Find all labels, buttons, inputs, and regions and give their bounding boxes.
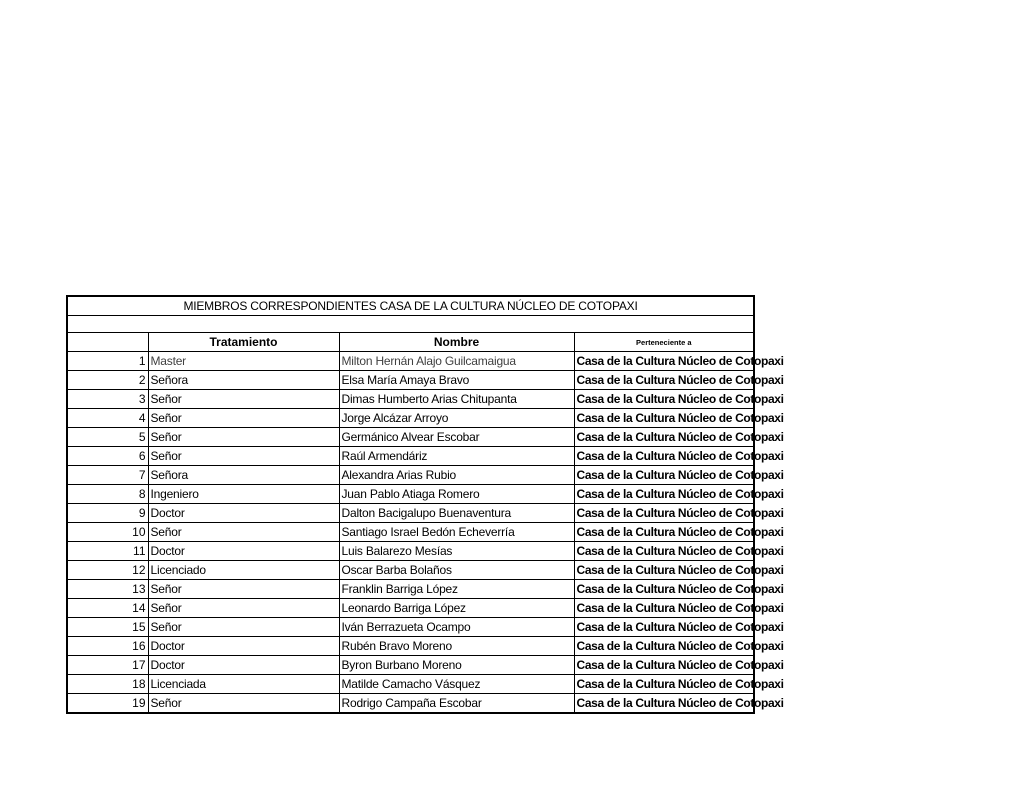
- row-number: 15: [67, 618, 148, 637]
- row-tratamiento: Señor: [148, 390, 339, 409]
- row-tratamiento: Señor: [148, 523, 339, 542]
- row-number: 6: [67, 447, 148, 466]
- row-nombre: Rubén Bravo Moreno: [339, 637, 574, 656]
- row-perteneciente: Casa de la Cultura Núcleo de Cotopaxi: [574, 618, 754, 637]
- row-tratamiento: Señor: [148, 618, 339, 637]
- row-tratamiento: Señora: [148, 466, 339, 485]
- table-row: [67, 371, 754, 390]
- row-number: 19: [67, 694, 148, 714]
- row-number: 16: [67, 637, 148, 656]
- table-row: [67, 485, 754, 504]
- row-nombre: Milton Hernán Alajo Guilcamaigua: [339, 352, 574, 371]
- row-tratamiento: Señor: [148, 409, 339, 428]
- row-tratamiento: Doctor: [148, 504, 339, 523]
- row-tratamiento: Ingeniero: [148, 485, 339, 504]
- row-tratamiento: Señor: [148, 694, 339, 714]
- row-tratamiento: Doctor: [148, 637, 339, 656]
- header-tratamiento: Tratamiento: [148, 333, 339, 352]
- row-number: 7: [67, 466, 148, 485]
- row-number: 10: [67, 523, 148, 542]
- row-nombre: Iván Berrazueta Ocampo: [339, 618, 574, 637]
- table-row: [67, 542, 754, 561]
- row-tratamiento: Master: [148, 352, 339, 371]
- row-perteneciente: Casa de la Cultura Núcleo de Cotopaxi: [574, 580, 754, 599]
- row-perteneciente: Casa de la Cultura Núcleo de Cotopaxi: [574, 466, 754, 485]
- header-number: [67, 333, 148, 352]
- row-number: 4: [67, 409, 148, 428]
- blank-row: [67, 316, 754, 333]
- row-number: 9: [67, 504, 148, 523]
- row-tratamiento: Licenciada: [148, 675, 339, 694]
- row-number: 18: [67, 675, 148, 694]
- row-nombre: Alexandra Arias Rubio: [339, 466, 574, 485]
- row-perteneciente: Casa de la Cultura Núcleo de Cotopaxi: [574, 561, 754, 580]
- table-row: [67, 352, 754, 371]
- row-perteneciente: Casa de la Cultura Núcleo de Cotopaxi: [574, 656, 754, 675]
- row-nombre: Juan Pablo Atiaga Romero: [339, 485, 574, 504]
- table-row: [67, 504, 754, 523]
- row-nombre: Leonardo Barriga López: [339, 599, 574, 618]
- row-perteneciente: Casa de la Cultura Núcleo de Cotopaxi: [574, 352, 754, 371]
- row-perteneciente: Casa de la Cultura Núcleo de Cotopaxi: [574, 371, 754, 390]
- table-row: [67, 447, 754, 466]
- row-number: 5: [67, 428, 148, 447]
- table-row: [67, 561, 754, 580]
- row-number: 3: [67, 390, 148, 409]
- row-number: 11: [67, 542, 148, 561]
- row-perteneciente: Casa de la Cultura Núcleo de Cotopaxi: [574, 599, 754, 618]
- row-nombre: Santiago Israel Bedón Echeverría: [339, 523, 574, 542]
- table-row: [67, 618, 754, 637]
- row-nombre: Rodrigo Campaña Escobar: [339, 694, 574, 714]
- row-nombre: Matilde Camacho Vásquez: [339, 675, 574, 694]
- table-row: [67, 599, 754, 618]
- header-perteneciente: Perteneciente a: [574, 333, 754, 352]
- row-perteneciente: Casa de la Cultura Núcleo de Cotopaxi: [574, 409, 754, 428]
- row-perteneciente: Casa de la Cultura Núcleo de Cotopaxi: [574, 390, 754, 409]
- table-title: MIEMBROS CORRESPONDIENTES CASA DE LA CULTURA NÚCLEO DE COTOPAXI: [67, 296, 754, 316]
- row-tratamiento: Doctor: [148, 656, 339, 675]
- table-row: [67, 637, 754, 656]
- row-perteneciente: Casa de la Cultura Núcleo de Cotopaxi: [574, 504, 754, 523]
- row-nombre: Dalton Bacigalupo Buenaventura: [339, 504, 574, 523]
- table-row: [67, 390, 754, 409]
- row-nombre: Jorge Alcázar Arroyo: [339, 409, 574, 428]
- header-nombre: Nombre: [339, 333, 574, 352]
- row-perteneciente: Casa de la Cultura Núcleo de Cotopaxi: [574, 428, 754, 447]
- row-perteneciente: Casa de la Cultura Núcleo de Cotopaxi: [574, 542, 754, 561]
- row-nombre: Luis Balarezo Mesías: [339, 542, 574, 561]
- row-perteneciente: Casa de la Cultura Núcleo de Cotopaxi: [574, 447, 754, 466]
- table-row: [67, 409, 754, 428]
- row-nombre: Raúl Armendáriz: [339, 447, 574, 466]
- row-nombre: Oscar Barba Bolaños: [339, 561, 574, 580]
- row-number: 8: [67, 485, 148, 504]
- row-number: 1: [67, 352, 148, 371]
- table-row: [67, 580, 754, 599]
- row-nombre: Dimas Humberto Arias Chitupanta: [339, 390, 574, 409]
- row-number: 17: [67, 656, 148, 675]
- row-perteneciente: Casa de la Cultura Núcleo de Cotopaxi: [574, 637, 754, 656]
- row-nombre: Elsa María Amaya Bravo: [339, 371, 574, 390]
- members-table: [66, 295, 784, 714]
- table-row: [67, 428, 754, 447]
- row-tratamiento: Señor: [148, 428, 339, 447]
- row-tratamiento: Señor: [148, 580, 339, 599]
- row-tratamiento: Licenciado: [148, 561, 339, 580]
- row-tratamiento: Señor: [148, 447, 339, 466]
- table-row: [67, 694, 754, 714]
- row-number: 13: [67, 580, 148, 599]
- row-perteneciente: Casa de la Cultura Núcleo de Cotopaxi: [574, 523, 754, 542]
- row-number: 12: [67, 561, 148, 580]
- table-row: [67, 466, 754, 485]
- row-number: 14: [67, 599, 148, 618]
- row-nombre: Germánico Alvear Escobar: [339, 428, 574, 447]
- table-row: [67, 675, 754, 694]
- row-perteneciente: Casa de la Cultura Núcleo de Cotopaxi: [574, 485, 754, 504]
- row-perteneciente: Casa de la Cultura Núcleo de Cotopaxi: [574, 694, 754, 714]
- row-tratamiento: Señor: [148, 599, 339, 618]
- row-tratamiento: Señora: [148, 371, 339, 390]
- row-perteneciente: Casa de la Cultura Núcleo de Cotopaxi: [574, 675, 754, 694]
- row-nombre: Franklin Barriga López: [339, 580, 574, 599]
- row-tratamiento: Doctor: [148, 542, 339, 561]
- header-row: [67, 333, 754, 352]
- row-nombre: Byron Burbano Moreno: [339, 656, 574, 675]
- row-number: 2: [67, 371, 148, 390]
- table-row: [67, 656, 754, 675]
- blank-cell: [67, 316, 754, 333]
- title-row: [67, 296, 754, 316]
- table-row: [67, 523, 754, 542]
